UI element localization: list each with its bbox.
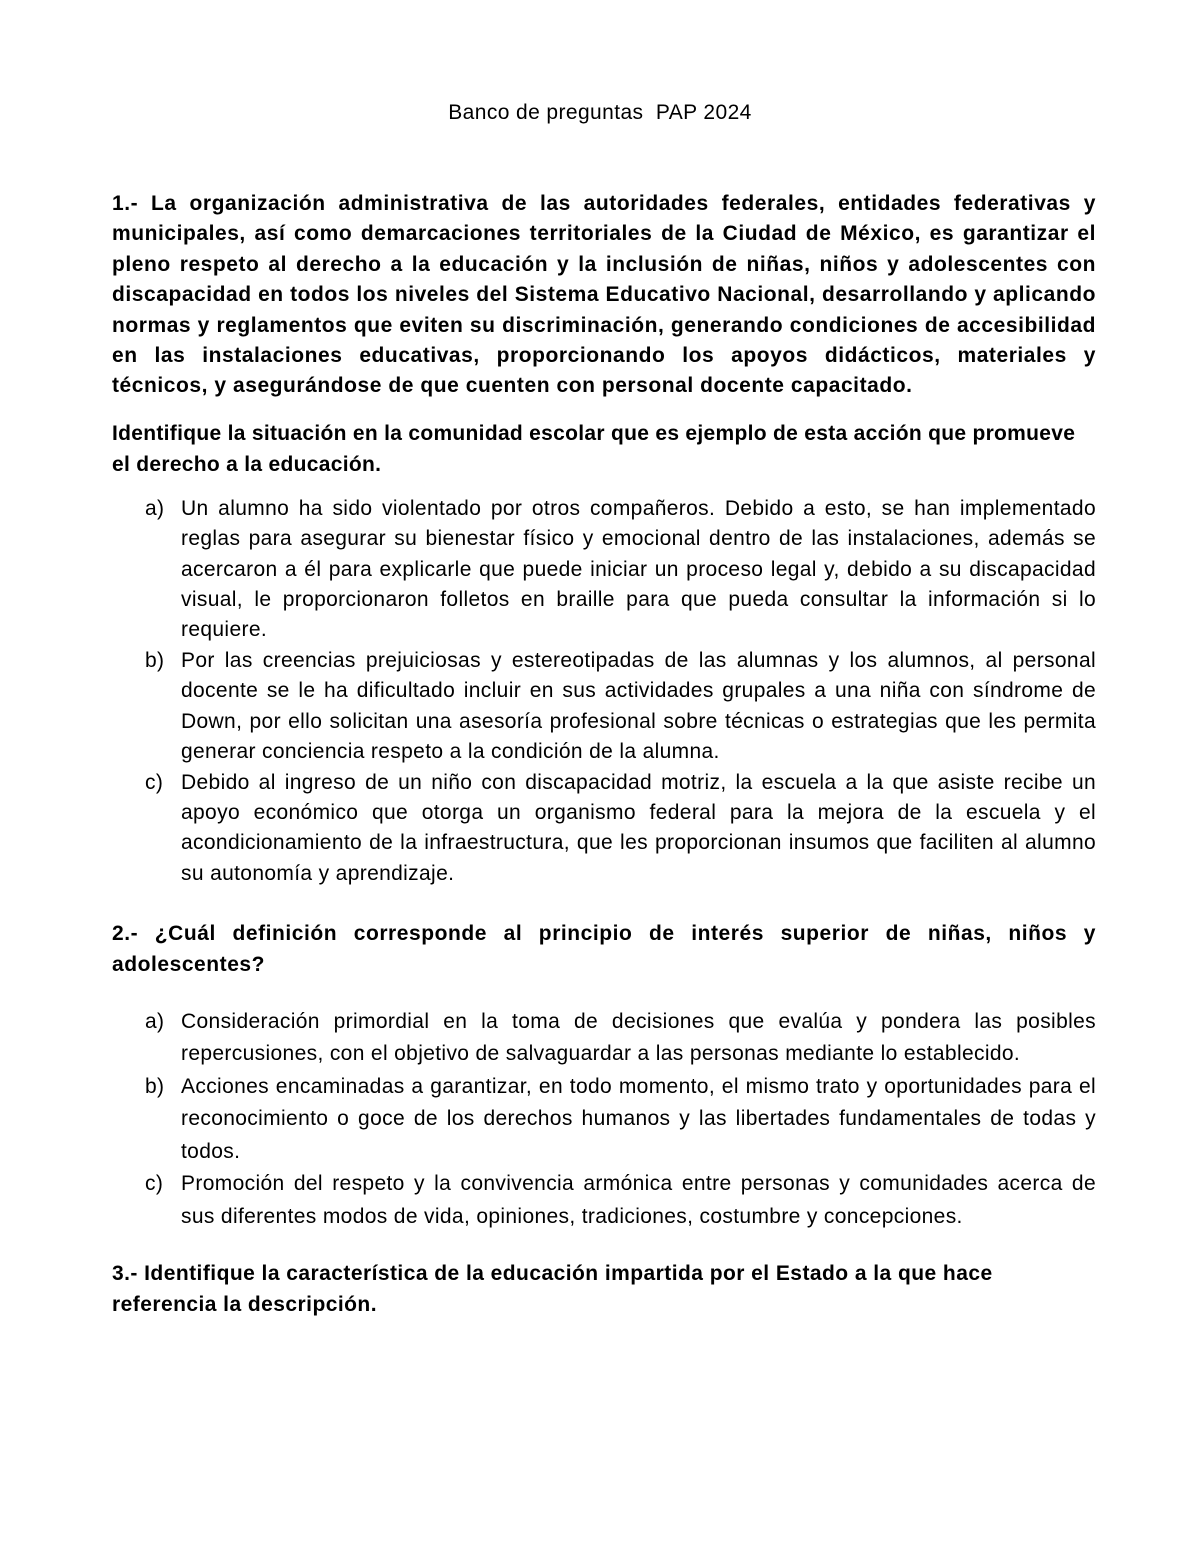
option-text: Acciones encaminadas a garantizar, en todo momento, el mismo trato y oportunidades para el reconocimiento o goce de los derechos humanos y las libertades fundamentales de todas y todos. [181, 1074, 1096, 1163]
option-letter: a) [145, 496, 165, 520]
question-2 [112, 919, 1096, 1233]
document-title: Banco de preguntas PAP 2024 [448, 101, 752, 124]
option-letter: b) [145, 648, 165, 672]
question-1-option-a [112, 494, 1096, 646]
question-2-option-c [112, 1168, 1096, 1233]
question-1-option-b [112, 646, 1096, 768]
question-1-stem: 1.- La organización administrativa de las autoridades federales, entidades federativas y municipales, así como demarcaciones territoriales de la Ciudad de México, es garantizar el pleno respeto al derecho a la educación y la inclusión de niñas, niños y adolescentes con discapacidad en todos los niveles del Sistema Educativo Nacional, desarrollando y aplicando normas y reglamentos que eviten su discriminación, generando condiciones de accesibilidad en las instalaciones educativas, proporcionando los apoyos didácticos, materiales y técnicos, y asegurándose de que cuenten con personal docente capacitado. [112, 192, 1096, 398]
option-letter: b) [145, 1074, 165, 1098]
option-letter: c) [145, 770, 164, 794]
question-1 [112, 189, 1096, 889]
question-2-option-a [112, 1006, 1096, 1071]
option-text: Un alumno ha sido violentado por otros compañeros. Debido a esto, se han implementado reglas para asegurar su bienestar físico y emocional dentro de las instalaciones, además se acercaron a él para explicarle que puede iniciar un proceso legal y, debido a su discapacidad visual, le proporcionaron folletos en braille para que pueda consultar la información si lo requiere. [181, 496, 1096, 642]
question-1-options [112, 494, 1096, 889]
question-2-stem: 2.- ¿Cuál definición corresponde al principio de interés superior de niñas, niños y adolescentes? [112, 922, 1096, 976]
question-2-option-b [112, 1071, 1096, 1169]
option-text: Promoción del respeto y la convivencia armónica entre personas y comunidades acerca de sus diferentes modos de vida, opiniones, tradiciones, costumbre y concepciones. [181, 1172, 1096, 1228]
question-1-option-c [112, 768, 1096, 890]
document-body [112, 189, 1096, 1320]
question-3 [112, 1259, 1096, 1320]
option-text: Consideración primordial en la toma de decisiones que evalúa y pondera las posibles repercusiones, con el objetivo de salvaguardar a las personas mediante lo establecido. [181, 1009, 1096, 1066]
option-text: Debido al ingreso de un niño con discapacidad motriz, la escuela a la que asiste recibe un apoyo económico que otorga un organismo federal para la mejora de la escuela y el acondicionamiento de la infraestructura, que les proporcionan insumos que faciliten al alumno su autonomía y aprendizaje. [181, 770, 1096, 885]
question-3-stem: 3.- Identifique la característica de la educación impartida por el Estado a la que hace referencia la descripción. [112, 1262, 993, 1316]
option-letter: c) [145, 1172, 164, 1196]
option-text: Por las creencias prejuiciosas y estereotipadas de las alumnas y los alumnos, al personal docente se le ha dificultado incluir en sus actividades grupales a una niña con síndrome de Down, por ello solicitan una asesoría profesional sobre técnicas o estrategias que les permita generar conciencia respeto a la condición de la alumna. [181, 648, 1096, 764]
question-1-prompt: Identifique la situación en la comunidad escolar que es ejemplo de esta acción que promueve el derecho a la educación. [112, 421, 1076, 476]
option-letter: a) [145, 1009, 165, 1033]
question-2-options [112, 1006, 1096, 1234]
